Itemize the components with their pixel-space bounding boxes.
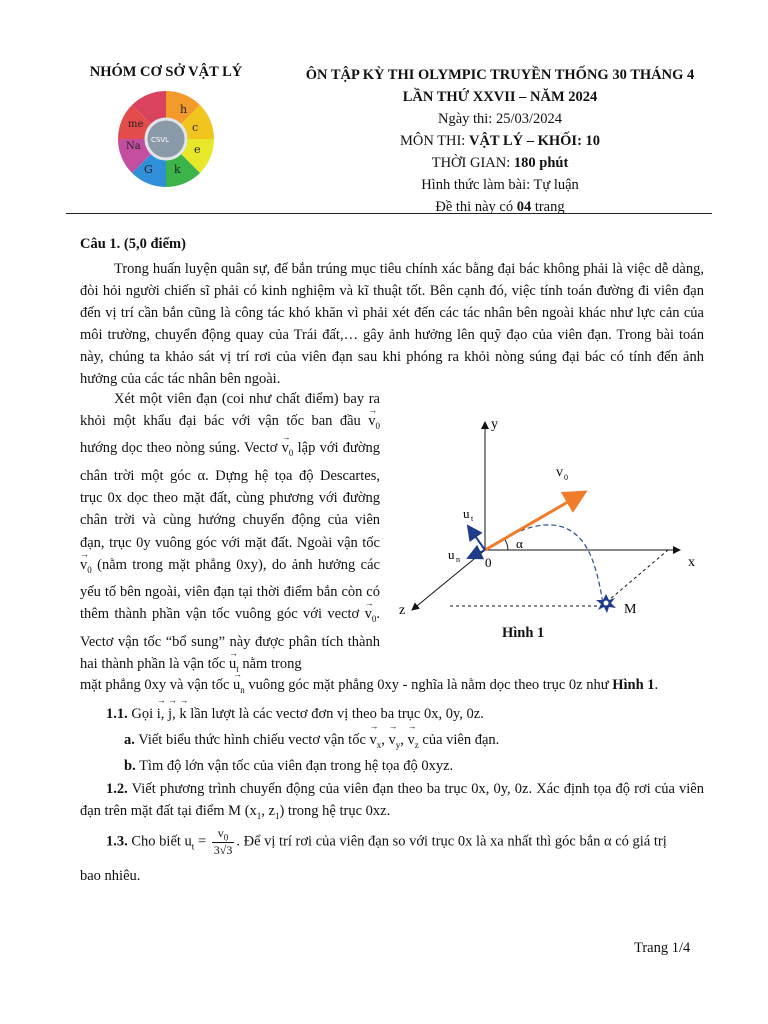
csvl-logo	[117, 90, 215, 188]
ut-arrow	[468, 526, 485, 550]
exam-subject: MÔN THI: VẬT LÝ – KHỐI: 10	[399, 133, 601, 149]
fraction-v0-over-3root3: $\frac{v_0}{3√3}$	[213, 826, 233, 858]
exam-title-line1: ÔN TẬP KỲ THI OLYMPIC TRUYỀN THỐNG 30 THÁNG 4	[305, 67, 695, 83]
question-1-1a: a. Viết biểu thức hình chiếu vectơ vận tốc → $v_x$, → $v_y$, → $v_z$ của viên đạn.	[124, 732, 499, 750]
svg-text:v: v	[556, 465, 563, 480]
question-title: Câu 1. (5,0 điểm)	[80, 236, 186, 252]
svg-text:k: k	[174, 163, 181, 176]
question-1-1: 1.1. Gọi → i, → j, → k lần lượt là các vectơ đơn vị theo ba trục 0x, 0y, 0z.	[106, 706, 484, 723]
school-group-name: NHÓM CƠ SỞ VẬT LÝ	[89, 64, 243, 80]
svg-text:c: c	[192, 121, 199, 134]
svg-text:h: h	[180, 103, 188, 116]
exam-date: Ngày thi: 25/03/2024	[437, 111, 563, 127]
svg-text:e: e	[194, 143, 201, 156]
svg-text:x: x	[688, 555, 695, 570]
svg-text:u: u	[448, 547, 455, 562]
svg-text:α: α	[516, 536, 523, 551]
svg-text:t: t	[471, 514, 474, 523]
exam-time: THỜI GIAN: 180 phút	[431, 155, 569, 171]
svg-text:n: n	[456, 555, 460, 564]
exam-title-line2: LẦN THỨ XXVII – NĂM 2024	[402, 89, 598, 105]
svg-text:me: me	[128, 119, 144, 130]
exam-header	[280, 64, 720, 218]
svg-text:Na: Na	[126, 141, 141, 152]
exam-format: Hình thức làm bài: Tự luận	[421, 177, 579, 193]
question-intro: Trong huấn luyện quân sự, để bắn trúng mục tiêu chính xác bằng đại bác không phải là việc dễ dàng, đòi hỏi người chiến sĩ phải có kinh nghiệm và kĩ thuật tốt. Bên cạnh đó, việc tính toán đường đi viên đạn đến vị trí cần bắn cũng là công tác khó khăn vì phải xét đến các tác nhân bên ngoài khác như lực cản của môi trường, chuyển động quay của Trái đất,… gây ảnh hưởng lên quỹ đạo của viên đạn. Trong bài toán này, chúng ta khảo sát vị trí rơi của viên đạn sau khi phóng ra khỏi nòng súng đại bác có tính đến ảnh hưởng của các tác nhân bên ngoài.	[80, 261, 704, 387]
svg-text:u: u	[463, 506, 470, 521]
trajectory-path	[485, 525, 603, 604]
figure-1	[390, 410, 710, 625]
question-1-3-cont: bao nhiêu.	[80, 868, 141, 884]
question-setup: Xét một viên đạn (coi như chất điểm) bay ra khỏi một khẩu đại bác với vận tốc ban đầu → $v_0$ hướng dọc theo nòng súng. Vectơ → $v_0$ lập với đường chân trời một góc α. Dựng hệ tọa độ Descartes, trục 0x dọc theo mặt đất, cùng phương với đường chân trời và cùng hướng chuyển động của viên đạn, trục 0y vuông góc với mặt đất. Ngoài vận tốc → $v_0$ (nằm trong mặt phẳng 0xy), do ảnh hưởng các yếu tố bên ngoài, viên đạn tại thời điểm bắn còn có thêm thành phần vận tốc vuông góc với vectơ → $v_0$. Vectơ vận tốc “bổ sung” này được phân tích thành hai thành phần là vận tốc → $u_t$ nằm trong	[80, 388, 380, 680]
page-number: Trang 1/4	[634, 940, 691, 956]
figure-caption: Hình 1	[502, 625, 545, 641]
v0-arrow	[485, 492, 585, 550]
svg-text:z: z	[399, 603, 406, 618]
question-1-2: 1.2. Viết phương trình chuyển động của viên đạn theo ba trục 0x, 0y, 0z. Xác định tọa độ rơi của viên đạn trên mặt đất tại điểm M ($x_1$, $z_1$) trong hệ trục 0xz.	[80, 781, 704, 821]
svg-text:CSVL: CSVL	[151, 136, 170, 144]
header-divider	[66, 213, 712, 214]
question-1-1b: b. Tìm độ lớn vận tốc của viên đạn trong hệ tọa độ 0xyz.	[124, 758, 454, 774]
question-setup-tail: mặt phẳng 0xy và vận tốc → $u_n$ vuông góc mặt phẳng 0xy - nghĩa là nằm dọc theo trục 0z như Hình 1.	[80, 674, 704, 701]
svg-text:0: 0	[564, 473, 568, 482]
question-1-3: 1.3. Cho biết $u_t$ = $\frac{v_0}{3√3}$ . Để vị trí rơi của viên đạn so với trục 0x là xa nhất thì góc bắn α có giá trị	[106, 826, 667, 858]
svg-text:G: G	[144, 163, 153, 176]
svg-text:0: 0	[485, 555, 492, 570]
svg-text:M: M	[624, 602, 637, 617]
exam-pages: Đề thi này có 04 trang	[435, 199, 565, 215]
svg-text:y: y	[491, 417, 498, 432]
